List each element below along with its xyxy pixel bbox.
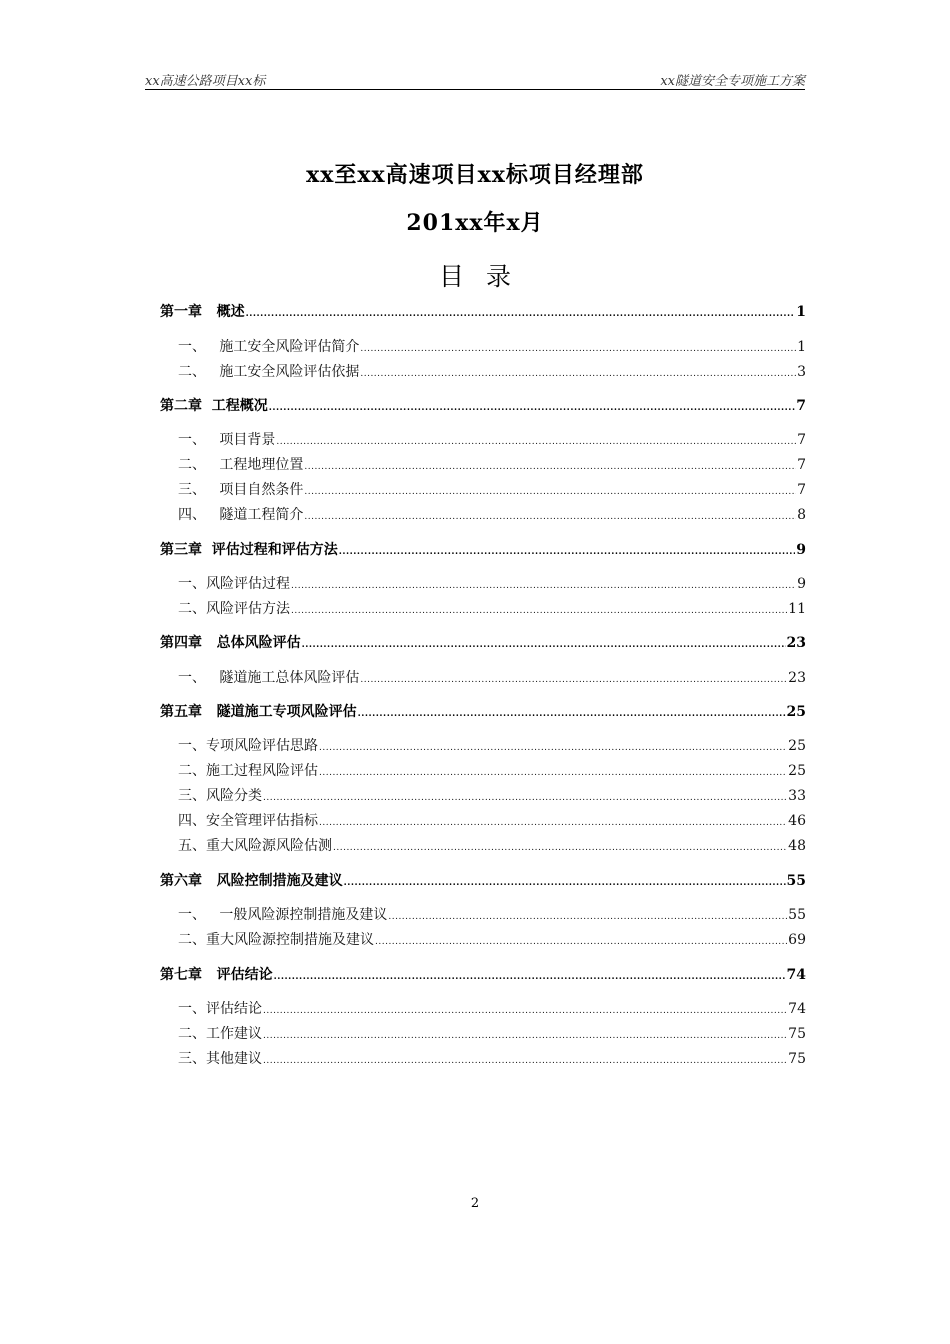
toc-leader-dots — [333, 838, 787, 858]
document-title: xx至xx高速项目xx标项目经理部 — [306, 162, 644, 188]
toc-entry-page: 1 — [797, 339, 806, 355]
toc-section-entry[interactable] — [178, 430, 806, 450]
toc-section-entry[interactable] — [178, 761, 806, 781]
toc-leader-dots — [304, 482, 796, 502]
toc-section-entry[interactable] — [178, 999, 806, 1019]
toc-leader-dots — [276, 432, 796, 452]
toc-section-entry[interactable] — [178, 362, 806, 382]
toc-chapter-entry[interactable] — [160, 702, 806, 722]
toc-leader-dots — [304, 457, 796, 477]
toc-section-entry[interactable] — [178, 905, 806, 925]
toc-entry-label: 四、 隧道工程简介 — [178, 507, 304, 523]
toc-leader-dots — [375, 932, 787, 952]
toc-entry-label: 一、专项风险评估思路 — [178, 738, 318, 754]
toc-entry-page: 46 — [788, 813, 806, 829]
toc-entry-label: 二、施工过程风险评估 — [178, 763, 318, 779]
toc-section-entry[interactable] — [178, 337, 806, 357]
toc-entry-label: 一、 隧道施工总体风险评估 — [178, 670, 360, 686]
toc-entry-label: 一、 一般风险源控制措施及建议 — [178, 907, 388, 923]
toc-section-entry[interactable] — [178, 736, 806, 756]
toc-entry-page: 55 — [786, 873, 806, 889]
toc-leader-dots — [339, 542, 796, 562]
toc-section-entry[interactable] — [178, 930, 806, 950]
toc-entry-label: 第五章 隧道施工专项风险评估 — [160, 704, 357, 720]
toc-entry-label: 第三章 评估过程和评估方法 — [160, 542, 338, 558]
toc-entry-page: 75 — [788, 1051, 806, 1067]
toc-entry-page: 48 — [788, 838, 806, 854]
toc-section-entry[interactable] — [178, 455, 806, 475]
toc-chapter-entry[interactable] — [160, 302, 806, 322]
toc-entry-label: 第七章 评估结论 — [160, 967, 273, 983]
toc-entry-label: 三、 项目自然条件 — [178, 482, 304, 498]
toc-chapter-entry[interactable] — [160, 396, 806, 416]
toc-leader-dots — [302, 635, 786, 655]
toc-entry-label: 二、风险评估方法 — [178, 601, 290, 617]
toc-leader-dots — [291, 601, 787, 621]
toc-leader-dots — [344, 873, 786, 893]
toc-section-entry[interactable] — [178, 668, 806, 688]
toc-entry-page: 9 — [797, 576, 806, 592]
toc-entry-label: 第四章 总体风险评估 — [160, 635, 301, 651]
toc-chapter-entry[interactable] — [160, 633, 806, 653]
toc-section-entry[interactable] — [178, 811, 806, 831]
toc-entry-page: 1 — [796, 304, 806, 320]
toc-entry-page: 33 — [788, 788, 806, 804]
toc-entry-label: 五、重大风险源风险估测 — [178, 838, 332, 854]
toc-section-entry[interactable] — [178, 1024, 806, 1044]
toc-entry-page: 25 — [786, 704, 806, 720]
toc-leader-dots — [388, 907, 787, 927]
toc-entry-label: 二、工作建议 — [178, 1026, 262, 1042]
toc-leader-dots — [263, 1026, 787, 1046]
toc-section-entry[interactable] — [178, 1049, 806, 1069]
toc-leader-dots — [246, 304, 796, 324]
toc-entry-page: 74 — [788, 1001, 806, 1017]
toc-leader-dots — [360, 670, 787, 690]
toc-entry-page: 23 — [788, 670, 806, 686]
toc-section-entry[interactable] — [178, 836, 806, 856]
page-header — [145, 68, 805, 90]
toc-leader-dots — [360, 339, 796, 359]
toc-entry-label: 一、评估结论 — [178, 1001, 262, 1017]
toc-leader-dots — [291, 576, 796, 596]
toc-entry-page: 7 — [797, 482, 806, 498]
toc-leader-dots — [269, 398, 796, 418]
toc-leader-dots — [263, 1051, 787, 1071]
toc-entry-label: 三、其他建议 — [178, 1051, 262, 1067]
toc-entry-page: 25 — [788, 738, 806, 754]
toc-entry-page: 23 — [786, 635, 806, 651]
toc-leader-dots — [263, 1001, 787, 1021]
toc-entry-page: 8 — [797, 507, 806, 523]
toc-entry-page: 69 — [788, 932, 806, 948]
toc-leader-dots — [319, 738, 787, 758]
toc-section-entry[interactable] — [178, 480, 806, 500]
document-date: 201xx年x月 — [406, 210, 544, 236]
toc-entry-label: 二、 施工安全风险评估依据 — [178, 364, 360, 380]
toc-entry-label: 一、 项目背景 — [178, 432, 276, 448]
toc-entry-label: 一、风险评估过程 — [178, 576, 290, 592]
toc-entry-label: 第六章 风险控制措施及建议 — [160, 873, 343, 889]
toc-entry-label: 四、安全管理评估指标 — [178, 813, 318, 829]
toc-leader-dots — [304, 507, 796, 527]
toc-entry-page: 7 — [797, 432, 806, 448]
toc-chapter-entry[interactable] — [160, 965, 806, 985]
toc-entry-label: 第二章 工程概况 — [160, 398, 268, 414]
toc-entry-label: 三、风险分类 — [178, 788, 262, 804]
toc-entry-label: 二、重大风险源控制措施及建议 — [178, 932, 374, 948]
toc-section-entry[interactable] — [178, 505, 806, 525]
header-right-text: xx隧道安全专项施工方案 — [660, 74, 805, 89]
toc-entry-page: 3 — [797, 364, 806, 380]
toc-entry-page: 11 — [788, 601, 806, 617]
toc-leader-dots — [319, 813, 787, 833]
toc-entry-label: 一、 施工安全风险评估简介 — [178, 339, 360, 355]
toc-section-entry[interactable] — [178, 574, 806, 594]
toc-leader-dots — [319, 763, 787, 783]
toc-entry-page: 9 — [796, 542, 806, 558]
toc-leader-dots — [358, 704, 786, 724]
toc-chapter-entry[interactable] — [160, 871, 806, 891]
toc-entry-page: 25 — [788, 763, 806, 779]
toc-section-entry[interactable] — [178, 599, 806, 619]
toc-section-entry[interactable] — [178, 786, 806, 806]
toc-leader-dots — [263, 788, 787, 808]
toc-leader-dots — [274, 967, 786, 987]
toc-leader-dots — [360, 364, 796, 384]
toc-entry-label: 二、 工程地理位置 — [178, 457, 304, 473]
toc-entry-page: 7 — [797, 457, 806, 473]
page-number: 2 — [470, 1196, 480, 1211]
toc-entry-page: 7 — [796, 398, 806, 414]
toc-chapter-entry[interactable] — [160, 540, 806, 560]
toc-heading: 目录 — [438, 262, 533, 291]
toc-entry-page: 74 — [786, 967, 806, 983]
toc-entry-page: 75 — [788, 1026, 806, 1042]
toc-entry-label: 第一章 概述 — [160, 304, 245, 320]
header-left-text: xx高速公路项目xx标 — [145, 74, 266, 89]
toc-entry-page: 55 — [788, 907, 806, 923]
